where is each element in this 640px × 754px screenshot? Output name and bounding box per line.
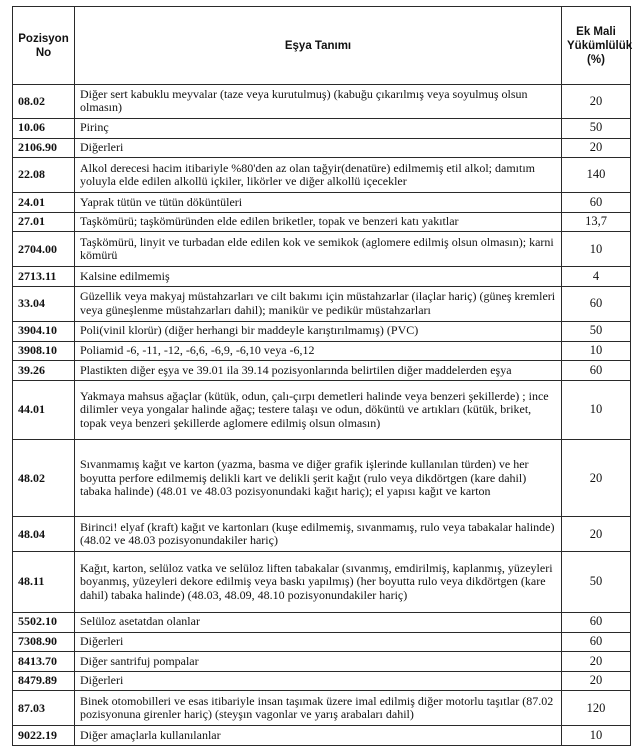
rate-cell: 50 xyxy=(562,118,631,138)
header-rate-line1: Ek Mali xyxy=(576,25,616,38)
rate-cell: 10 xyxy=(562,341,631,361)
table-row xyxy=(13,321,631,341)
position-no-cell: 24.01 xyxy=(13,193,75,213)
rate-cell: 13,7 xyxy=(562,212,631,232)
description-cell: Binek otomobilleri ve esas itibariyle insan taşımak üzere imal edilmiş diğer motorlu taşıtlar (87.02 pozisyonuna girenler hariç) (steyşın vagonlar ve yarış arabaları dahil) xyxy=(75,691,562,726)
position-no-cell: 8413.70 xyxy=(13,652,75,672)
table-row xyxy=(13,380,631,439)
description-cell: Diğerleri xyxy=(75,671,562,691)
description-cell: Pirinç xyxy=(75,118,562,138)
description-cell: Kağıt, karton, selüloz vatka ve selüloz liften tabakalar (sıvanmış, emdirilmiş, kaplanmış, yüzeyleri boyanmış, yüzeyleri dekore edilmiş veya baskı yapılmış) (her boyutta rulo veya dikdörtgen (kare dahil) tabaka halinde) (48.03, 48.09, 48.10 pozisyonundakiler hariç) xyxy=(75,552,562,612)
rate-cell: 20 xyxy=(562,440,631,517)
position-no-cell: 33.04 xyxy=(13,286,75,321)
rate-cell: 60 xyxy=(562,193,631,213)
description-cell: Sıvanmamış kağıt ve karton (yazma, basma ve diğer grafik işlerinde kullanılan türden) ve her boyutta perfore edilmemiş delikli kart ve delikli şerit kağıt (rulo veya dikdörtgen (kare dahil) tabaka halinde) (48.01 ve 48.03 pozisyonundaki kağıt hariç); el yapısı kağıt ve karton xyxy=(75,440,562,517)
header-rate xyxy=(562,7,631,85)
description-cell: Alkol derecesi hacim itibariyle %80'den az olan tağyir(denatüre) edilmemiş etil alkol; damıtım yoluyla elde edilen alkollü içkiler, likörler ve diğer alkollü içecekler xyxy=(75,158,562,193)
rate-cell: 50 xyxy=(562,321,631,341)
position-no-cell: 48.04 xyxy=(13,517,75,552)
table-row xyxy=(13,440,631,517)
description-cell: Birinci! elyaf (kraft) kağıt ve kartonları (kuşe edilmemiş, sıvanmamış, rulo veya tabakalar halinde) (48.02 ve 48.03 pozisyonundakiler hariç) xyxy=(75,517,562,552)
position-no-cell: 5502.10 xyxy=(13,612,75,632)
table-row xyxy=(13,267,631,287)
description-cell: Poli(vinil klorür) (diğer herhangi bir maddeyle karıştırılmamış) (PVC) xyxy=(75,321,562,341)
table-row xyxy=(13,726,631,746)
table-row xyxy=(13,138,631,158)
description-cell: Taşkömürü, linyit ve turbadan elde edilen kok ve semikok (aglomere edilmiş olsun olmasın); karni kömürü xyxy=(75,232,562,267)
rate-cell: 60 xyxy=(562,612,631,632)
position-no-cell: 48.11 xyxy=(13,552,75,612)
position-no-cell: 44.01 xyxy=(13,380,75,439)
table-row xyxy=(13,361,631,381)
position-no-cell: 7308.90 xyxy=(13,632,75,652)
table-row xyxy=(13,517,631,552)
position-no-cell: 9022.19 xyxy=(13,726,75,746)
position-no-cell: 27.01 xyxy=(13,212,75,232)
description-cell: Diğerleri xyxy=(75,138,562,158)
rate-cell: 50 xyxy=(562,552,631,612)
rate-cell: 20 xyxy=(562,671,631,691)
table-row xyxy=(13,193,631,213)
description-cell: Diğer amaçlarla kullanılanlar xyxy=(75,726,562,746)
position-no-cell: 2704.00 xyxy=(13,232,75,267)
rate-cell: 10 xyxy=(562,232,631,267)
rate-cell: 60 xyxy=(562,632,631,652)
position-no-cell: 2713.11 xyxy=(13,267,75,287)
position-no-cell: 3908.10 xyxy=(13,341,75,361)
table-row xyxy=(13,232,631,267)
position-no-cell: 10.06 xyxy=(13,118,75,138)
header-rate-line2: Yükümlülük xyxy=(567,39,633,52)
position-no-cell: 87.03 xyxy=(13,691,75,726)
rate-cell: 20 xyxy=(562,138,631,158)
description-cell: Yakmaya mahsus ağaçlar (kütük, odun, çalı-çırpı demetleri halinde veya benzeri şekillerde) ; ince dilimler veya yongalar halinde ağaç; testere talaşı ve odun, döküntü ve artıkları (kütük, briket, topak veya benzeri şekillerde aglomere edilmiş olsun olmasın) xyxy=(75,380,562,439)
position-no-cell: 22.08 xyxy=(13,158,75,193)
position-no-cell: 2106.90 xyxy=(13,138,75,158)
position-no-cell: 08.02 xyxy=(13,85,75,119)
rate-cell: 10 xyxy=(562,380,631,439)
rate-cell: 20 xyxy=(562,652,631,672)
table-row xyxy=(13,118,631,138)
tariff-table xyxy=(12,6,631,746)
rate-cell: 140 xyxy=(562,158,631,193)
description-cell: Güzellik veya makyaj müstahzarları ve cilt bakımı için müstahzarlar (ilaçlar hariç) (güneş kremleri veya güneşlenme müstahzarları dahil); manikür ve pedikür müstahzarları xyxy=(75,286,562,321)
description-cell: Poliamid -6, -11, -12, -6,6, -6,9, -6,10 veya -6,12 xyxy=(75,341,562,361)
table-row xyxy=(13,286,631,321)
table-row xyxy=(13,612,631,632)
description-cell: Diğerleri xyxy=(75,632,562,652)
description-cell: Diğer santrifuj pompalar xyxy=(75,652,562,672)
position-no-cell: 48.02 xyxy=(13,440,75,517)
header-pos-line1: Pozisyon xyxy=(18,32,69,45)
rate-cell: 4 xyxy=(562,267,631,287)
position-no-cell: 39.26 xyxy=(13,361,75,381)
table-row xyxy=(13,158,631,193)
header-row xyxy=(13,7,631,85)
table-row xyxy=(13,632,631,652)
rate-cell: 60 xyxy=(562,286,631,321)
rate-cell: 20 xyxy=(562,517,631,552)
table-row xyxy=(13,212,631,232)
header-description: Eşya Tanımı xyxy=(75,7,562,85)
header-pos-line2: No xyxy=(35,46,52,59)
position-no-cell: 8479.89 xyxy=(13,671,75,691)
rate-cell: 60 xyxy=(562,361,631,381)
rate-cell: 10 xyxy=(562,726,631,746)
description-cell: Diğer sert kabuklu meyvalar (taze veya kurutulmuş) (kabuğu çıkarılmış veya soyulmuş olsun olmasın) xyxy=(75,85,562,119)
table-row xyxy=(13,85,631,119)
description-cell: Kalsine edilmemiş xyxy=(75,267,562,287)
position-no-cell: 3904.10 xyxy=(13,321,75,341)
description-cell: Selüloz asetatdan olanlar xyxy=(75,612,562,632)
header-position-no xyxy=(13,7,75,85)
header-rate-line3: (%) xyxy=(587,53,605,66)
table-row xyxy=(13,652,631,672)
rate-cell: 20 xyxy=(562,85,631,119)
table-row xyxy=(13,671,631,691)
description-cell: Taşkömürü; taşkömüründen elde edilen briketler, topak ve benzeri katı yakıtlar xyxy=(75,212,562,232)
table-row xyxy=(13,341,631,361)
description-cell: Plastikten diğer eşya ve 39.01 ila 39.14 pozisyonlarında belirtilen diğer maddelerden eşya xyxy=(75,361,562,381)
table-row xyxy=(13,691,631,726)
description-cell: Yaprak tütün ve tütün döküntüleri xyxy=(75,193,562,213)
table-row xyxy=(13,552,631,612)
rate-cell: 120 xyxy=(562,691,631,726)
